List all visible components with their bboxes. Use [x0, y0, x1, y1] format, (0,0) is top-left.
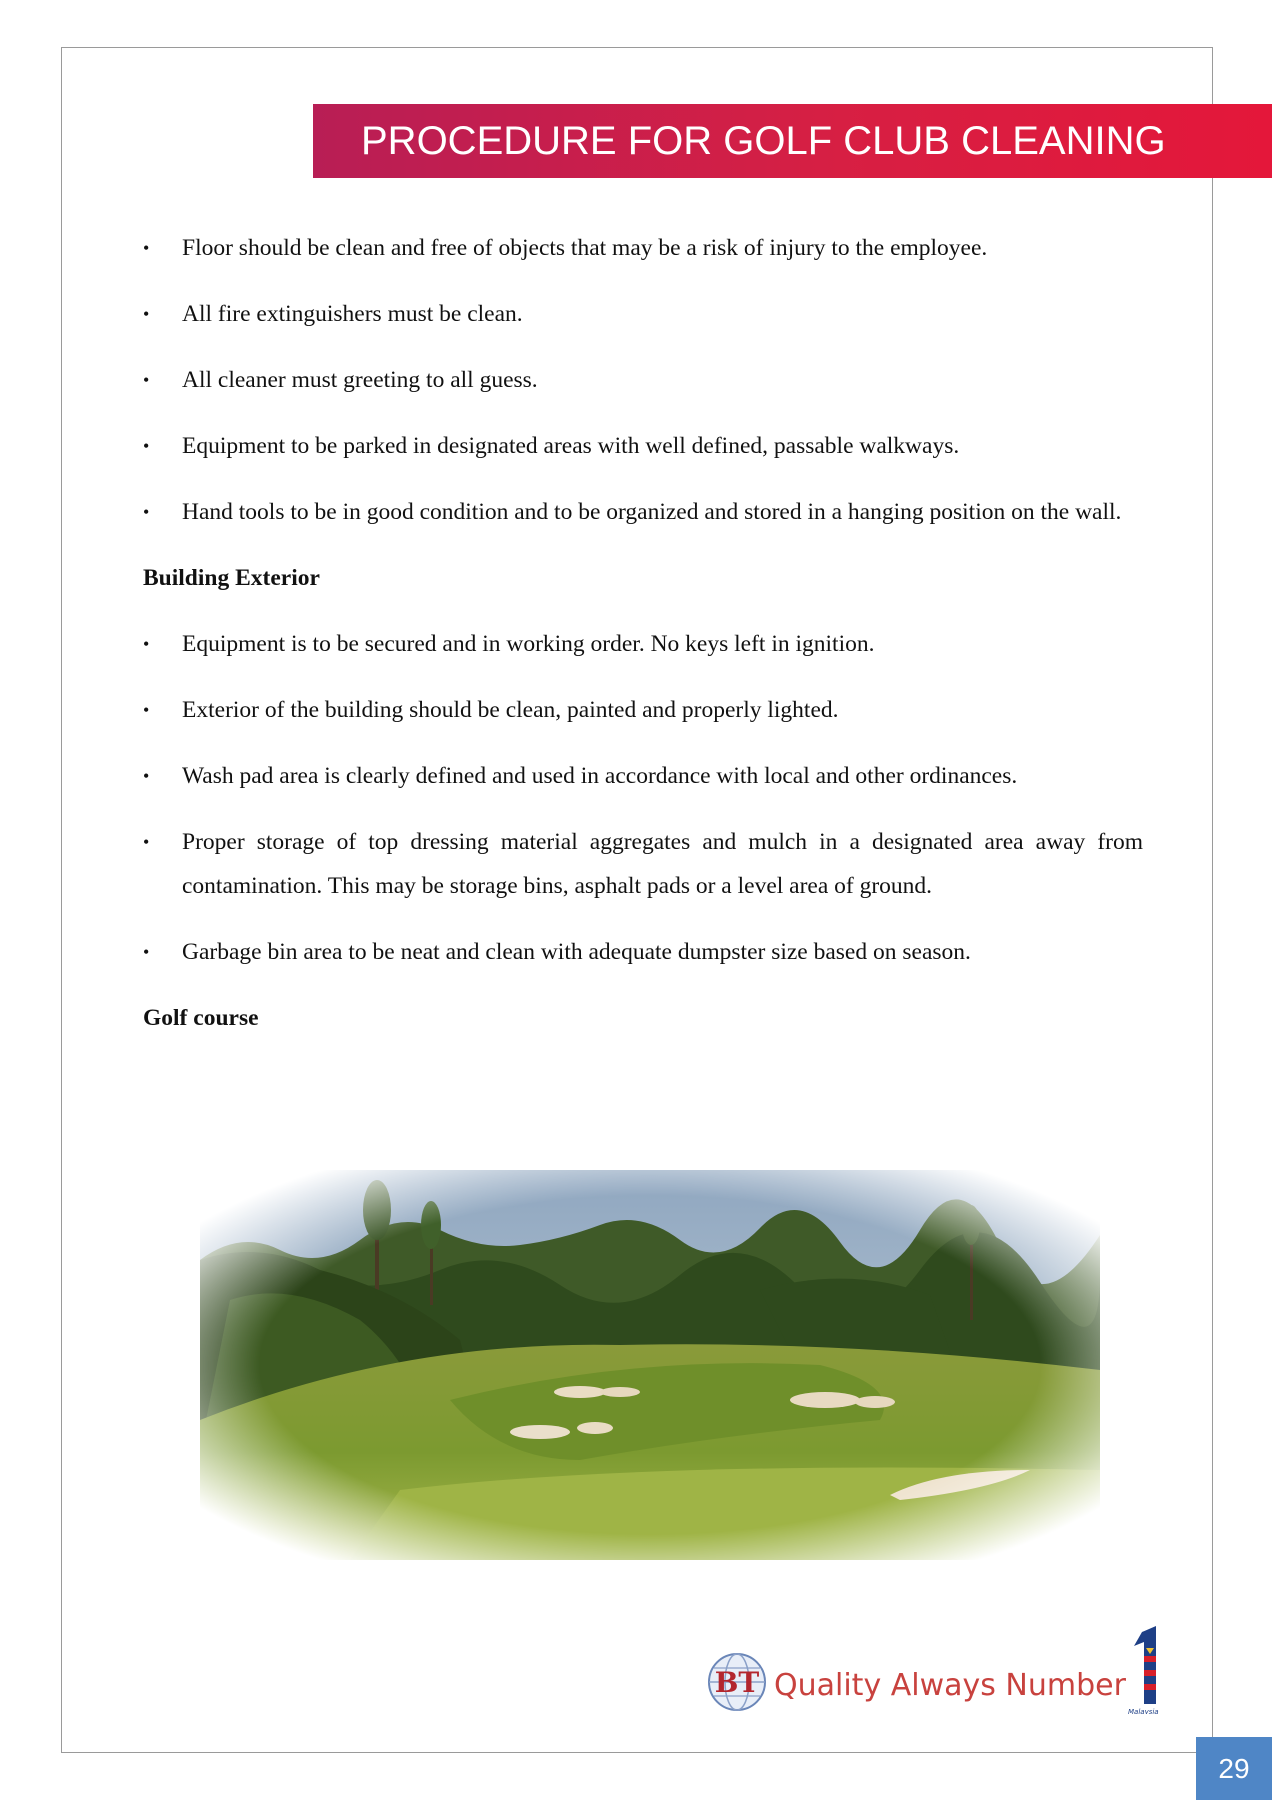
- list-item: • Garbage bin area to be neat and clean with adequate dumpster size based on season.: [143, 930, 1143, 974]
- footer-tagline: Quality Always Number: [774, 1668, 1126, 1703]
- page-title: PROCEDURE FOR GOLF CLUB CLEANING: [361, 119, 1166, 163]
- bullet-icon: •: [143, 942, 150, 962]
- number-one-emblem-icon: [1128, 1626, 1159, 1714]
- footer-logo: [700, 1622, 1180, 1714]
- bullet-icon: •: [143, 238, 150, 258]
- bullet-icon: •: [143, 832, 150, 852]
- page-title-banner: [313, 104, 1272, 178]
- list-item: • All cleaner must greeting to all guess.: [143, 358, 1143, 402]
- document-body: [143, 226, 1143, 1062]
- list-item: • Exterior of the building should be clean, painted and properly lighted.: [143, 688, 1143, 732]
- bullet-icon: •: [143, 766, 150, 786]
- bullet-list-general: [143, 226, 1143, 534]
- bullet-icon: •: [143, 304, 150, 324]
- section-heading-building-exterior: Building Exterior: [143, 565, 320, 591]
- bullet-list-building-exterior: [143, 622, 1143, 974]
- bullet-icon: •: [143, 700, 150, 720]
- list-item: • Equipment to be parked in designated areas with well defined, passable walkways.: [143, 424, 1143, 468]
- logo-letters: BT: [714, 1666, 760, 1699]
- page-number: 29: [1196, 1737, 1272, 1800]
- bullet-icon: •: [143, 436, 150, 456]
- bullet-icon: •: [143, 634, 150, 654]
- golf-course-photo: [200, 1170, 1100, 1560]
- list-item: • Proper storage of top dressing material aggregates and mulch in a designated area away from contamination. This may be storage bins, asphalt pads or a level area of ground.: [143, 820, 1143, 908]
- list-item: • Wash pad area is clearly defined and used in accordance with local and other ordinances.: [143, 754, 1143, 798]
- bullet-icon: •: [143, 502, 150, 522]
- list-item: • Equipment is to be secured and in working order. No keys left in ignition.: [143, 622, 1143, 666]
- emblem-caption: Malaysia: [1128, 1708, 1159, 1714]
- list-item: • Floor should be clean and free of objects that may be a risk of injury to the employee.: [143, 226, 1143, 270]
- bullet-icon: •: [143, 370, 150, 390]
- section-heading-golf-course: Golf course: [143, 1005, 259, 1031]
- list-item: • All fire extinguishers must be clean.: [143, 292, 1143, 336]
- list-item: • Hand tools to be in good condition and to be organized and stored in a hanging position on the wall.: [143, 490, 1143, 534]
